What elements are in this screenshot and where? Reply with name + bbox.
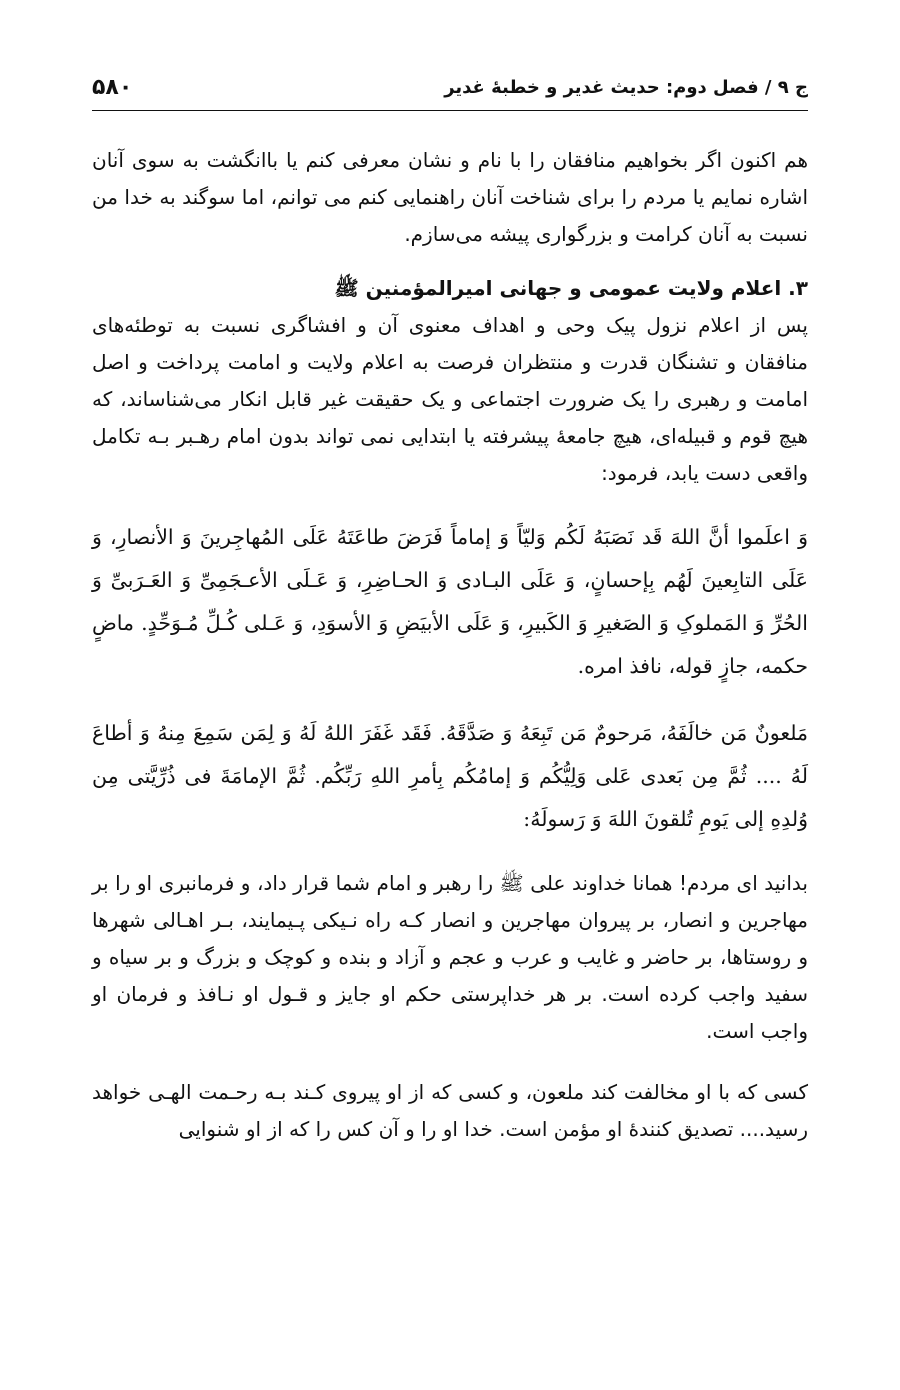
arabic-quote-2: مَلعونٌ مَن خالَفَهُ، مَرحومٌ مَن تَبِعَهُ وَ صَدَّقَهُ. فَقَد غَفَرَ اللهُ لَهُ وَ لِمَن سَمِعَ مِنهُ وَ أطاعَ لَهُ .... ثُمَّ مِن بَعدی عَلی وَلِیُّکُم وَ إمامُکُم بِأمرِ اللهِ رَبِّکُم. ثُمَّ الإمامَةَ فی ذُرِّیَّتی مِن وُلدِهِ إلی یَومِ تُلقونَ اللهَ وَ رَسولَهُ: bbox=[92, 721, 808, 831]
page-number: ۵۸۰ bbox=[92, 74, 133, 100]
paragraph-4: کسی که با او مخالفت کند ملعون، و کسی که از او پیروی کـند بـه رحـمت الهـی خواهد رسید.... تصدیق کنندهٔ او مؤمن است. خدا او را و آن کس را که از او شنوایی bbox=[92, 1080, 808, 1141]
paragraph-1: هم اکنون اگر بخواهیم منافقان را با نام و نشان معرفی کنم یا باانگشت به سوی آنان اشاره نمایم یا مردم را برای شناخت آنان راهنمایی کنم می توانم، اما سوگند به خدا من نسبت به آنان کرامت و بزرگواری پیشه می‌سازم. bbox=[92, 148, 808, 246]
body-text bbox=[92, 142, 808, 1148]
page-header bbox=[92, 64, 808, 111]
paragraph-2: پس از اعلام نزول پیک وحی و اهداف معنوی آن و افشاگری نسبت به توطئه‌های منافقان و تشنگان قدرت و منتظران فرصت به اعلام ولایت و امامت پرداخت و اصل امامت و رهبری را یک ضرورت اجتماعی و یک حقیقت غیر قابل انکار می‌شناساند، که هیچ قوم و قبیله‌ای، هیچ جامعهٔ پیشرفته یا ابتدایی نمی تواند بدون امام رهـبر بـه تکامل واقعی دست یابد، فرمود: bbox=[92, 313, 808, 485]
arabic-quote-1: وَ اعلَموا أنَّ اللهَ قَد نَصَبَهُ لَکُم وَلیّاً وَ إماماً فَرَضَ طاعَتَهُ عَلَی المُهاجِرینَ وَ الأنصارِ، وَ عَلَی التابِعینَ لَهُم بِإحسانٍ، وَ عَلَی البـادی وَ الحـاضِرِ، وَ عَـلَی الأعـجَمِیِّ وَ العَـرَبیِّ وَ الحُرِّ وَ المَملوکِ وَ الصَغیرِ وَ الکَبیرِ، وَ عَلَی الأبیَضِ وَ الأسوَدِ، وَ عَـلی کُـلِّ مُـوَحِّدٍ. ماضٍ حکمه، جازٍ قوله، نافذ امره. bbox=[92, 525, 808, 678]
section-heading: ۳. اعلام ولایت عمومی و جهانی امیرالمؤمنین ﷺ bbox=[334, 276, 808, 300]
running-title: ج ۹ / فصل دوم: حدیث غدیر و خطبهٔ غدیر bbox=[444, 76, 808, 98]
paragraph-3: بدانید ای مردم! همانا خداوند علی ﷺ را رهبر و امام شما قرار داد، و فرمانبری او را بر مهاجرین و انصار، بر پیروان مهاجرین و انصار کـه راه نـیکی پـیمایند، بـر اهـالی شهرها و روستاها، بر حاضر و غایب و عرب و عجم و آزاد و بنده و کوچک و بزرگ و بر سیاه و سفید واجب کرده است. بر هر خداپرستی حکم او جایز و قـول او نـافذ و فرمان او واجب است. bbox=[92, 871, 808, 1043]
